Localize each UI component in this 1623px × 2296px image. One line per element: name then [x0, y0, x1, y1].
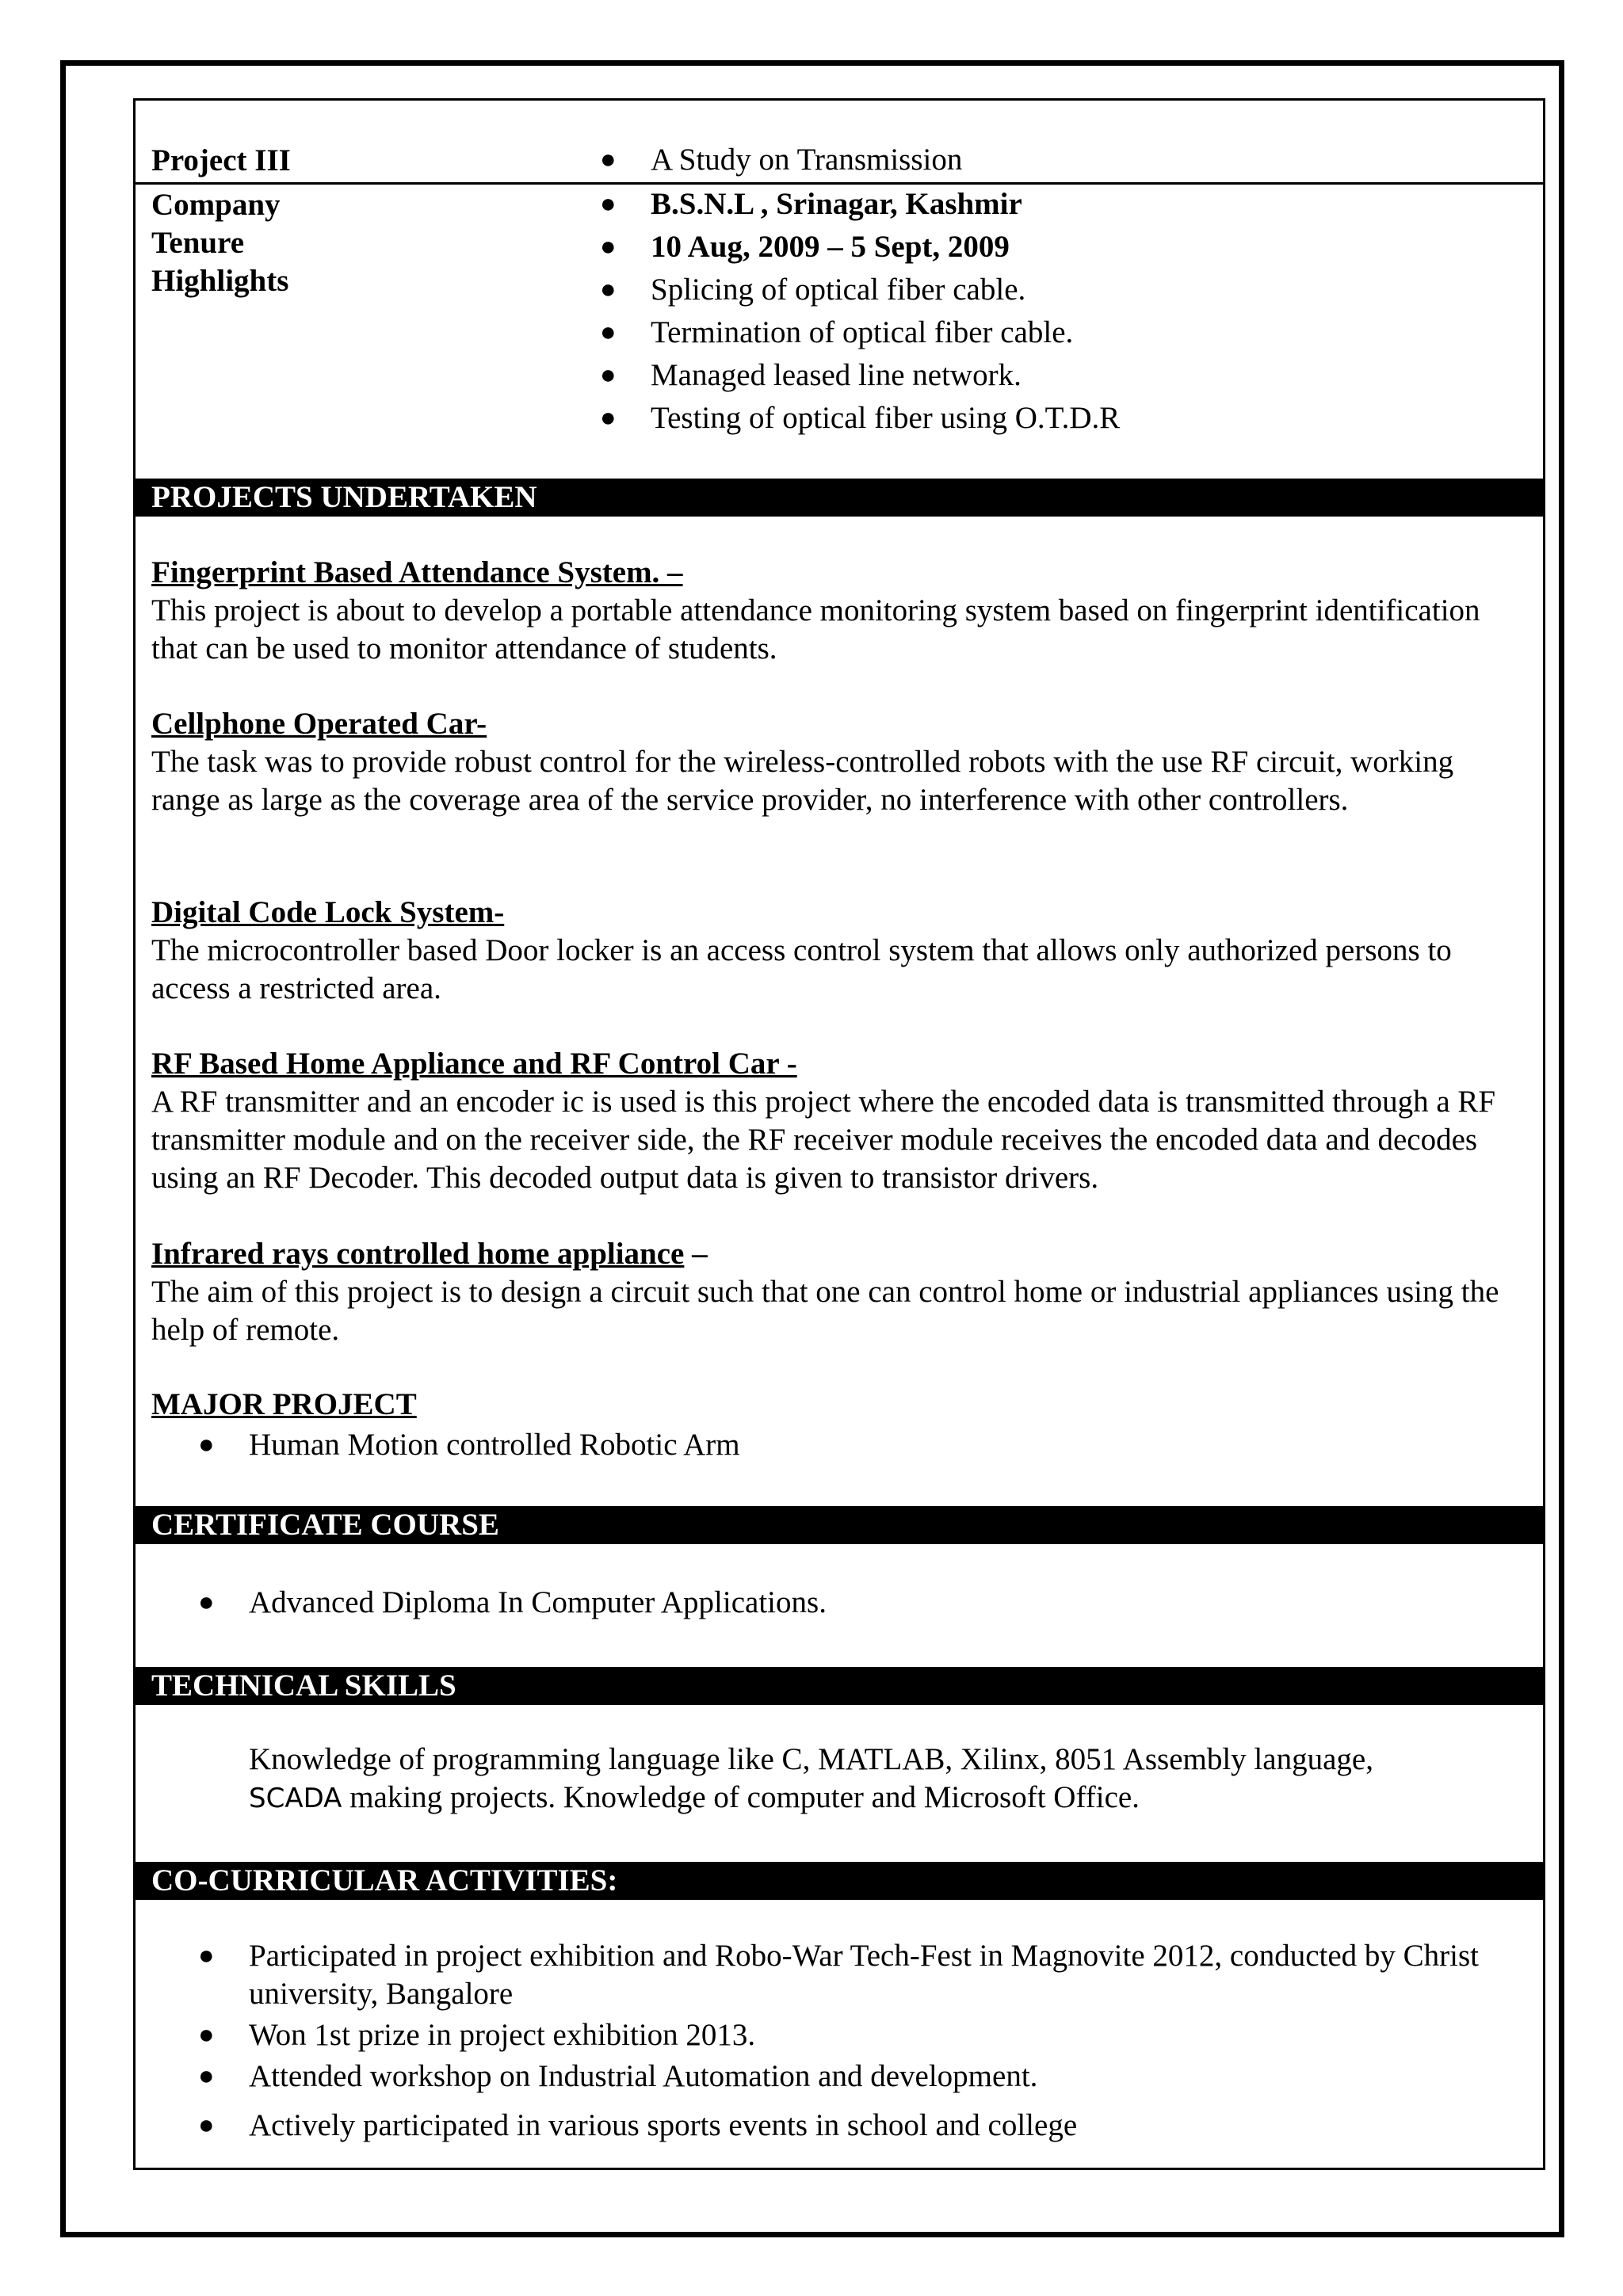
list-item: ● Participated in project exhibition and Robo-War Tech-Fest in Magnovite 2012, conducted by Christ university, Bangalore: [198, 1939, 1480, 2011]
project-description: The task was to provide robust control for the wireless-controlled robots with the use RF circuit, working range as large as the coverage area of the service provider, no interference with other controllers.: [151, 745, 1454, 817]
project-description: A RF transmitter and an encoder ic is used is this project where the encoded data is transmitted through a RF transmitter module and on the receiver side, the RF receiver module receives the encoded data and decodes using an RF Decoder. This decoded output data is given to transistor drivers.: [151, 1085, 1496, 1195]
list-item: ● Actively participated in various sports events in school and college: [249, 2107, 1533, 2145]
major-project-heading: MAJOR PROJECT: [151, 1387, 417, 1421]
section-header-cocurricular: CO-CURRICULAR ACTIVITIES:: [136, 1862, 1543, 1900]
bullet-icon: ●: [198, 2111, 215, 2140]
bullet-icon: ●: [600, 360, 617, 390]
project-title: RF Based Home Appliance and RF Control Car -: [151, 1047, 797, 1081]
bullet-icon: ●: [600, 232, 617, 261]
project-title: Infrared rays controlled home appliance: [151, 1237, 685, 1271]
bullet-icon: ●: [198, 2020, 215, 2050]
project-entry: [151, 894, 1527, 1008]
bullet-icon: ●: [198, 1588, 215, 1617]
list-item: ● Attended workshop on Industrial Automation and development.: [249, 2058, 1533, 2096]
project-description: The microcontroller based Door locker is an access control system that allows only authorized persons to access a restricted area.: [151, 933, 1452, 1005]
section-header-projects: PROJECTS UNDERTAKEN: [136, 479, 1543, 517]
project-description: The aim of this project is to design a circuit such that one can control home or industrial appliances using the help of remote.: [151, 1275, 1499, 1347]
project3-list: [600, 139, 963, 181]
highlight-item: ● Managed leased line network.: [651, 354, 1120, 397]
project3-label: Project III: [151, 143, 291, 177]
tenure-label: Tenure: [151, 226, 245, 260]
company-details-list: [600, 183, 1121, 440]
tenure-value: ● 10 Aug, 2009 – 5 Sept, 2009: [651, 226, 1120, 269]
project-title: Fingerprint Based Attendance System. –: [151, 555, 683, 589]
company-label: Company: [151, 188, 281, 222]
list-item: ● Advanced Diploma In Computer Applications.: [249, 1581, 827, 1624]
bullet-icon: ●: [600, 145, 617, 174]
list-item: ● Human Motion controlled Robotic Arm: [249, 1424, 740, 1466]
project-title: Digital Code Lock System-: [151, 895, 505, 929]
section-header-technical: TECHNICAL SKILLS: [136, 1667, 1543, 1705]
section-header-certificate: CERTIFICATE COURSE: [136, 1506, 1543, 1544]
company-value: ● B.S.N.L , Srinagar, Kashmir: [651, 183, 1120, 226]
bullet-icon: ●: [600, 275, 617, 304]
project-entry: [151, 705, 1527, 819]
project-title: Cellphone Operated Car-: [151, 707, 487, 741]
bullet-icon: ●: [198, 1941, 215, 1970]
project3-item: ● A Study on Transmission: [651, 139, 962, 181]
highlight-item: ● Termination of optical fiber cable.: [651, 311, 1120, 354]
project-entry: [151, 554, 1527, 668]
list-item: ● Won 1st prize in project exhibition 2013.: [249, 2016, 1533, 2054]
certificate-list: [198, 1581, 827, 1624]
bullet-icon: ●: [198, 2061, 215, 2091]
project-entry: [151, 1045, 1527, 1197]
cocurricular-list: [198, 1937, 1533, 2145]
project-description: This project is about to develop a portable attendance monitoring system based on fingerprint identification that can be used to monitor attendance of students.: [151, 593, 1480, 666]
technical-skills-text: Knowledge of programming language like C, MATLAB, Xilinx, 8051 Assembly language, SCADA making projects. Knowledge of computer and Microsoft Office.: [249, 1742, 1373, 1814]
bullet-icon: ●: [600, 189, 617, 219]
resume-content: [133, 98, 1545, 2170]
highlight-item: ● Splicing of optical fiber cable.: [651, 269, 1120, 311]
bullet-icon: ●: [198, 1430, 215, 1459]
bullet-icon: ●: [600, 403, 617, 433]
bullet-icon: ●: [600, 318, 617, 347]
major-project-list: [198, 1424, 740, 1466]
highlights-label: Highlights: [151, 264, 289, 298]
project-entry: Infrared rays controlled home appliance – The aim of this project is to design a circuit such that one can control home or industrial appliances using the help of remote.: [151, 1235, 1527, 1349]
highlight-item: ● Testing of optical fiber using O.T.D.R: [651, 397, 1120, 440]
